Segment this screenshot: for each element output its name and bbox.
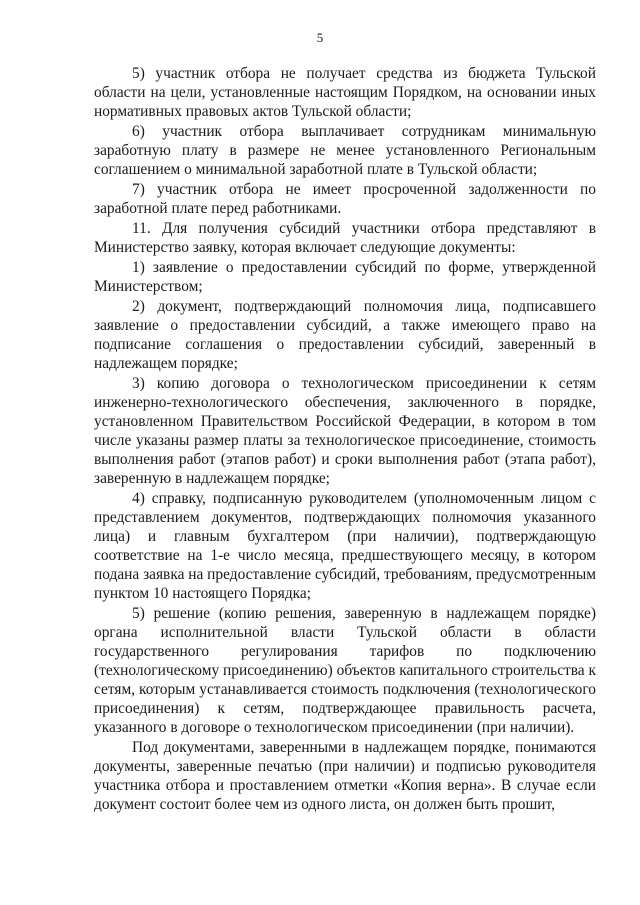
paragraph-item-6: 6) участник отбора выплачивает сотрудникам минимальную заработную плату в размере не менее установленного Региональным соглашением о минимальной заработной плате в Тульской области; (94, 123, 596, 178)
paragraph-doc-2: 2) документ, подтверждающий полномочия лица, подписавшего заявление о предоставлении субсидий, а также имеющего право на подписание соглашения о предоставлении субсидий, заверенный в надлежащем порядке; (94, 298, 596, 372)
paragraph-item-5: 5) участник отбора не получает средства из бюджета Тульской области на цели, установленные настоящим Порядком, на основании иных нормативных правовых актов Тульской области; (94, 65, 596, 120)
paragraph-doc-5: 5) решение (копию решения, заверенную в надлежащем порядке) органа исполнительной власти Тульской области в области государственного регулирования тарифов по подключению (технологическому присоединению) объектов капитального строительства к сетям, которым устанавливается стоимость подключения (технологического присоединения) к сетям, подтверждающее правильность расчета, указанного в договоре о технологическом присоединении (при наличии). (94, 605, 596, 736)
paragraph-doc-1: 1) заявление о предоставлении субсидий по форме, утвержденной Министерством; (94, 259, 596, 295)
paragraph-item-7: 7) участник отбора не имеет просроченной задолженности по заработной плате перед работниками. (94, 181, 596, 217)
document-body (94, 64, 596, 815)
paragraph-doc-4: 4) справку, подписанную руководителем (уполномоченным лицом с представлением документов, подтверждающих полномочия указанного лица) и главным бухгалтером (при наличии), подтверждающую соответствие на 1-е число месяца, предшествующего месяцу, в котором подана заявка на предоставление субсидий, требованиям, предусмотренным пунктом 10 настоящего Порядка; (94, 490, 596, 602)
paragraph-certified-docs: Под документами, заверенными в надлежащем порядке, понимаются документы, заверенные печатью (при наличии) и подписью руководителя участника отбора и проставлением отметки «Копия верна». В случае если документ состоит более чем из одного листа, он должен быть прошит, (94, 739, 596, 813)
paragraph-doc-3: 3) копию договора о технологическом присоединении к сетям инженерно-технологического обеспечения, заключенного в порядке, установленном Правительством Российской Федерации, в котором в том числе указаны размер платы за технологическое присоединение, стоимость выполнения работ (этапов работ) и сроки выполнения работ (этапа работ), заверенную в надлежащем порядке; (94, 375, 596, 487)
page-number: 5 (316, 30, 324, 45)
paragraph-clause-11: 11. Для получения субсидий участники отбора представляют в Министерство заявку, которая включает следующие документы: (94, 220, 596, 256)
